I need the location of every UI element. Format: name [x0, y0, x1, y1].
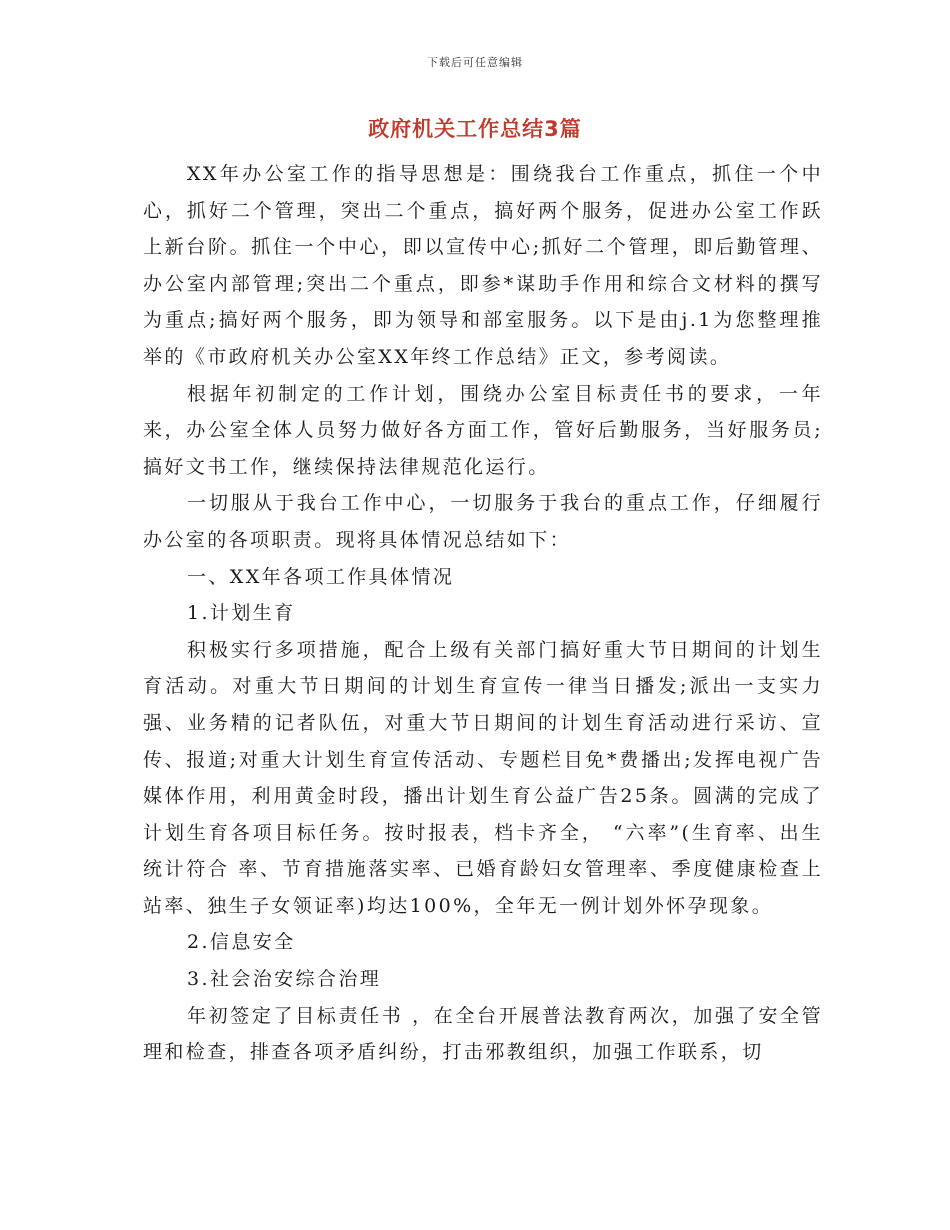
paragraph-public-security: 年初签定了目标责任书 ，在全台开展普法教育两次，加强了安全管理和检查，排查各项矛盾纠纷，打击邪教组织，加强工作联系，切: [143, 1004, 823, 1064]
subsection-heading-info-security: 2.信息安全: [187, 931, 296, 954]
paragraph-summary: 一切服从于我台工作中心，一切服务于我台的重点工作，仔细履行办公室的各项职责。现将具体情况总结如下：: [143, 492, 823, 551]
subsection-heading-public-security: 3.社会治安综合治理: [187, 968, 382, 991]
section-heading: 一、XX年各项工作具体情况: [187, 565, 455, 588]
document-body: [143, 156, 823, 1071]
subsection-heading-family-planning: 1.计划生育: [187, 602, 296, 625]
paragraph-family-planning: 积极实行多项措施，配合上级有关部门搞好重大节日期间的计划生育活动。对重大节日期间的计划生育宣传一律当日播发;派出一支实力强、业务精的记者队伍，对重大节日期间的计划生育活动进行采访、宣传、报道;对重大计划生育宣传活动、专题栏目免*费播出;发挥电视广告媒体作用，利用黄金时段，播出计划生育公益广告25条。圆满的完成了计划生育各项目标任务。按时报表，档卡齐全， “六率”(生育率、出生统计符合 率、节育措施落实率、已婚育龄妇女管理率、季度健康检查上站率、独生子女领证率)均达100%，全年无一例计划外怀孕现象。: [143, 638, 823, 917]
paragraph-plan: 根据年初制定的工作计划，围绕办公室目标责任书的要求，一年来，办公室全体人员努力做好各方面工作，管好后勤服务，当好服务员;搞好文书工作，继续保持法律规范化运行。: [143, 382, 823, 478]
paragraph-intro: XX年办公室工作的指导思想是：围绕我台工作重点，抓住一个中心，抓好二个管理，突出二个重点，搞好两个服务，促进办公室工作跃上新台阶。抓住一个中心，即以宣传中心;抓好二个管理，即后勤管理、办公室内部管理;突出二个重点，即参*谋助手作用和综合文材料的撰写为重点;搞好两个服务，即为领导和部室服务。以下是由j.1为您整理推举的《市政府机关办公室XX年终工作总结》正文，参考阅读。: [143, 163, 823, 368]
document-title: 政府机关工作总结3篇: [368, 117, 582, 141]
header-note: 下载后可任意编辑: [427, 56, 523, 69]
